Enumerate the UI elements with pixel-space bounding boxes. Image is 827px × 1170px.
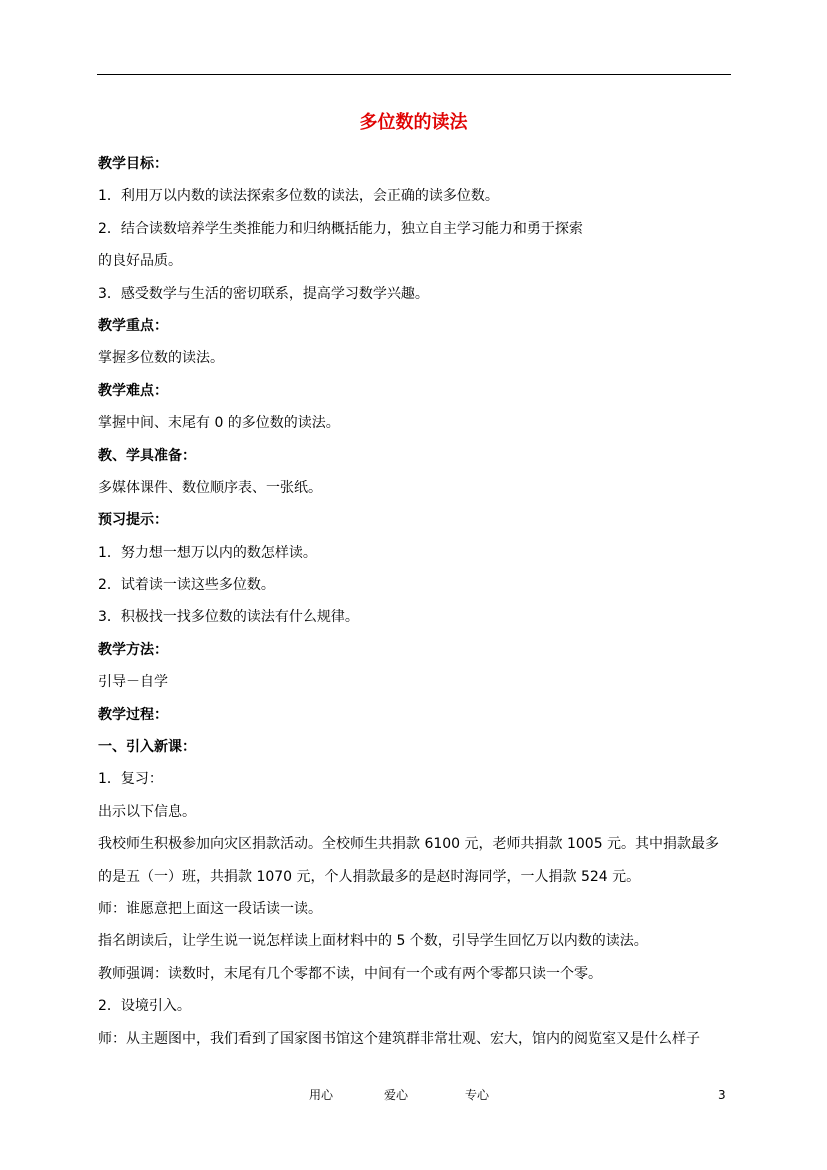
body-paragraph-line: 师：谁愿意把上面这一段话读一读。	[98, 900, 322, 917]
body-paragraph-line: 教师强调：读数时，末尾有几个零都不读，中间有一个或有两个零都只读一个零。	[98, 965, 602, 982]
footer-motto-2: 爱心	[384, 1088, 409, 1102]
body-paragraph-line: 1．努力想一想万以内的数怎样读。	[98, 544, 317, 561]
body-paragraph-line: 的是五（一）班，共捐款 1070 元，个人捐款最多的是赵时海同学，一人捐款 524 元。	[98, 868, 641, 885]
section-heading: 一、引入新课：	[98, 739, 196, 756]
document-title: 多位数的读法	[359, 112, 468, 133]
section-heading: 教学方法：	[98, 641, 168, 658]
document-body	[98, 148, 738, 1055]
body-paragraph-line: 出示以下信息。	[98, 803, 196, 820]
body-paragraph-line: 1．利用万以内数的读法探索多位数的读法，会正确的读多位数。	[98, 188, 499, 205]
header-rule	[97, 74, 731, 75]
body-paragraph-line: 3．感受数学与生活的密切联系，提高学习数学兴趣。	[98, 285, 429, 302]
page-number: 3	[718, 1088, 726, 1102]
page-footer	[0, 1085, 827, 1105]
section-heading: 教学目标：	[98, 156, 168, 172]
body-paragraph-line: 引导－自学	[98, 674, 168, 691]
footer-motto-1: 用心	[309, 1088, 334, 1102]
body-paragraph-line: 师：从主题图中，我们看到了国家图书馆这个建筑群非常壮观、宏大，馆内的阅览室又是什么样子	[98, 1030, 700, 1047]
footer-motto-3: 专心	[465, 1088, 490, 1102]
body-paragraph-line: 掌握多位数的读法。	[98, 350, 224, 367]
body-paragraph-line: 指名朗读后，让学生说一说怎样读上面材料中的 5 个数，引导学生回忆万以内数的读法。	[98, 933, 648, 950]
body-paragraph-line: 2．试着读一读这些多位数。	[98, 577, 275, 594]
section-heading: 教学重点：	[98, 317, 168, 334]
body-paragraph-line: 1．复习：	[98, 771, 163, 788]
body-paragraph-line: 2．设境引入。	[98, 998, 191, 1015]
section-heading: 预习提示：	[98, 512, 168, 529]
body-paragraph-line: 2．结合读数培养学生类推能力和归纳概括能力，独立自主学习能力和勇于探索	[98, 220, 583, 237]
body-paragraph-line: 的良好品质。	[98, 253, 182, 270]
body-paragraph-line: 3．积极找一找多位数的读法有什么规律。	[98, 609, 359, 626]
section-heading: 教学过程：	[98, 706, 168, 723]
body-paragraph-line: 我校师生积极参加向灾区捐款活动。全校师生共捐款 6100 元，老师共捐款 1005 元。其中捐款最多	[98, 836, 720, 853]
body-paragraph-line: 多媒体课件、数位顺序表、一张纸。	[98, 479, 322, 496]
section-heading: 教、学具准备：	[98, 447, 196, 464]
body-paragraph-line: 掌握中间、末尾有 0 的多位数的读法。	[98, 415, 340, 432]
section-heading: 教学难点：	[98, 382, 168, 399]
